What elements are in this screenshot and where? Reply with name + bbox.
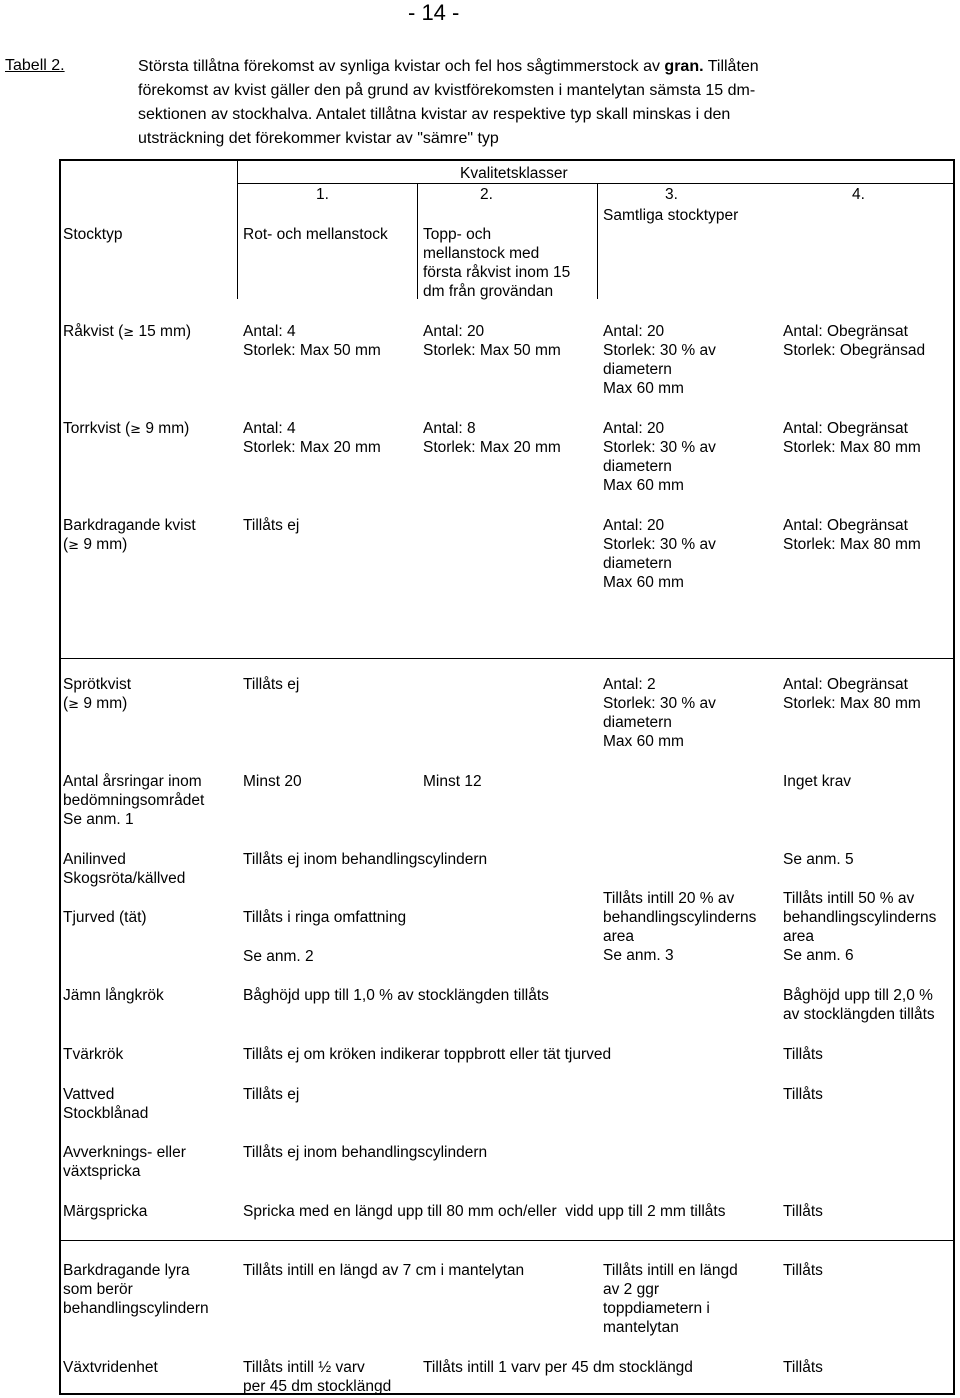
row-label-torrkvist [63, 419, 189, 439]
rakvist-class-3 [603, 322, 716, 398]
row-label-text: bedömningsområdet [63, 792, 205, 809]
arsringar-class-2: Minst 12 [423, 773, 482, 790]
cell-line: Båghöjd upp till 2,0 % [783, 987, 933, 1004]
col-2-heading-line: första råkvist inom 15 [423, 264, 571, 281]
caption-line-1 [138, 55, 953, 79]
ge-symbol: ≥ [68, 697, 80, 712]
cell-line: Storlek: Max 80 mm [783, 695, 921, 712]
barkdragande-class-1-2: Tillåts ej [243, 517, 300, 534]
row-label-rakvist [63, 322, 191, 342]
row-label-text: 9 mm) [79, 536, 128, 553]
cell-line: Tillåts intill ½ varv [243, 1359, 365, 1376]
row-label-tjurved: Tjurved (tät) [63, 909, 147, 926]
col-2-heading-line: mellanstock med [423, 245, 540, 262]
cell-line: Antal: 4 [243, 420, 296, 437]
caption-species: gran. [664, 58, 704, 75]
row-label-text: ( [63, 695, 69, 712]
tjurved-note: Se anm. 2 [243, 948, 314, 965]
cell-line: Tillåts intill 20 % av [603, 890, 735, 907]
cell-line: Storlek: Obegränsad [783, 342, 926, 359]
row-label-text: behandlingscylindern [63, 1300, 209, 1317]
cell-line: Antal: Obegränsat [783, 420, 908, 437]
row-label-barkdragande-kvist [63, 516, 196, 555]
cell-line: diametern [603, 361, 672, 378]
row-label-avverkningsspricka [63, 1143, 186, 1181]
quality-classes-title: Kvalitetsklasser [460, 165, 568, 182]
caption-line-2: förekomst av kvist gäller den på grund av kvistförekomsten i mantelytan sämsta 15 dm- [138, 82, 756, 99]
cell-line: Antal: 20 [423, 323, 485, 340]
rakvist-class-1 [243, 322, 381, 360]
torrkvist-class-2 [423, 419, 561, 457]
cell-line: Storlek: 30 % av [603, 695, 716, 712]
col-2-heading-line: Topp- och [423, 226, 492, 243]
row-label-vaxtvridenhet: Växtvridenhet [63, 1359, 158, 1376]
ge-symbol: ≥ [130, 422, 142, 437]
tjurved-class-4 [783, 889, 936, 965]
cell-line: Storlek: Max 50 mm [423, 342, 561, 359]
row-divider [60, 1240, 954, 1241]
tjurved-class-1-2: Tillåts i ringa omfattning [243, 909, 407, 926]
row-label-jamn-langkrok: Jämn långkrök [63, 987, 164, 1004]
cell-line: Max 60 mm [603, 574, 684, 591]
cell-line: Max 60 mm [603, 477, 684, 494]
cell-line: Storlek: Max 80 mm [783, 439, 921, 456]
cell-line: Antal: 4 [243, 323, 296, 340]
tvarkrok-class-4: Tillåts [783, 1046, 823, 1063]
cell-line: av stocklängden tillåts [783, 1006, 935, 1023]
row-label-text: Vattved [63, 1086, 115, 1103]
ge-symbol: ≥ [68, 538, 80, 553]
caption-line-4: utsträckning det förekommer kvistar av "sämre" typ [138, 130, 499, 147]
ge-symbol: ≥ [123, 325, 135, 340]
arsringar-class-1: Minst 20 [243, 773, 302, 790]
tvarkrok-class-1-3: Tillåts ej om kröken indikerar toppbrott eller tät tjurved [243, 1046, 612, 1063]
vaxtvridenhet-class-1 [243, 1358, 391, 1396]
row-label-text: Torrkvist ( [63, 420, 131, 437]
cell-line: diametern [603, 714, 672, 731]
rakvist-class-4 [783, 322, 925, 360]
class-1-heading: 1. [316, 186, 329, 203]
cell-line: Antal: 20 [603, 517, 665, 534]
row-label-text: 9 mm) [141, 420, 190, 437]
class-4-heading: 4. [852, 186, 865, 203]
table-caption [138, 55, 953, 151]
row-label-text: som berör [63, 1281, 133, 1298]
margspricka-class-4: Tillåts [783, 1203, 823, 1220]
avverkning-class-1-3: Tillåts ej inom behandlingscylindern [243, 1144, 488, 1161]
cell-line: Storlek: Max 20 mm [243, 439, 381, 456]
cell-line: Storlek: Max 50 mm [243, 342, 381, 359]
cell-line: Antal: 2 [603, 676, 656, 693]
header-divider-2 [417, 184, 418, 299]
row-label-text: Se anm. 1 [63, 811, 134, 828]
cell-line: av 2 ggr [603, 1281, 660, 1298]
row-label-text: Råkvist ( [63, 323, 124, 340]
anilinved-class-4: Se anm. 5 [783, 851, 854, 868]
table-label: Tabell 2. [5, 57, 65, 74]
cell-line: Storlek: 30 % av [603, 536, 716, 553]
cell-line: Se anm. 6 [783, 947, 854, 964]
col-1-heading: Rot- och mellanstock [243, 226, 388, 243]
row-label-text: Barkdragande kvist [63, 517, 196, 534]
cell-line: Se anm. 3 [603, 947, 674, 964]
barkdragande-class-3 [603, 516, 716, 592]
row-label-vattved [63, 1085, 148, 1123]
row-label-text: Skogsröta/källved [63, 870, 186, 887]
cell-line: Antal: 20 [603, 323, 665, 340]
cell-line: diametern [603, 555, 672, 572]
cell-line: Storlek: 30 % av [603, 439, 716, 456]
sprotkvist-class-4 [783, 675, 921, 713]
cell-line: Storlek: Max 80 mm [783, 536, 921, 553]
cell-line: Max 60 mm [603, 733, 684, 750]
row-label-margspricka: Märgspricka [63, 1203, 148, 1220]
row-label-arsringar [63, 772, 204, 829]
cell-line: Storlek: Max 20 mm [423, 439, 561, 456]
vattved-class-1-3: Tillåts ej [243, 1086, 300, 1103]
row-label-text: Avverknings- eller [63, 1144, 186, 1161]
sprotkvist-class-1-2: Tillåts ej [243, 676, 300, 693]
vaxtvridenhet-class-2-3: Tillåts intill 1 varv per 45 dm stocklängd [423, 1359, 693, 1376]
col-2-heading [423, 225, 570, 301]
stocktyp-heading: Stocktyp [63, 226, 123, 243]
cell-line: Antal: Obegränsat [783, 323, 908, 340]
page-number: - 14 - [408, 0, 460, 25]
row-label-text: Antal årsringar inom [63, 773, 202, 790]
row-label-text: Stockblånad [63, 1105, 149, 1122]
margspricka-class-1-3: Spricka med en längd upp till 80 mm och/eller vidd upp till 2 mm tillåts [243, 1203, 726, 1220]
vattved-class-4: Tillåts [783, 1086, 823, 1103]
col-2-heading-line: dm från grovändan [423, 283, 554, 300]
cell-line: per 45 dm stocklängd [243, 1378, 392, 1395]
caption-line-1-end: Tillåten [703, 58, 759, 75]
row-label-text: Barkdragande lyra [63, 1262, 190, 1279]
cell-line: diametern [603, 458, 672, 475]
row-label-text: Sprötkvist [63, 676, 132, 693]
lyra-class-1-2: Tillåts intill en längd av 7 cm i mantelytan [243, 1262, 525, 1279]
vaxtvridenhet-class-4: Tillåts [783, 1359, 823, 1376]
cell-line: area [783, 928, 815, 945]
row-label-anilinved [63, 850, 185, 888]
class-2-heading: 2. [480, 186, 493, 203]
row-divider [60, 658, 954, 659]
row-label-text: Anilinved [63, 851, 126, 868]
header-divider-3 [597, 184, 598, 299]
tjurved-class-3 [603, 889, 756, 965]
cell-line: Antal: Obegränsat [783, 517, 908, 534]
lyra-class-3 [603, 1261, 738, 1337]
barkdragande-class-4 [783, 516, 921, 554]
row-label-barkdragande-lyra [63, 1261, 209, 1318]
lyra-class-4: Tillåts [783, 1262, 823, 1279]
cell-line: Antal: 8 [423, 420, 476, 437]
row-label-tvarkrok: Tvärkrök [63, 1046, 124, 1063]
anilinved-class-1-3: Tillåts ej inom behandlingscylindern [243, 851, 488, 868]
arsringar-class-4: Inget krav [783, 773, 852, 790]
cell-line: mantelytan [603, 1319, 679, 1336]
torrkvist-class-4 [783, 419, 921, 457]
cell-line: Antal: Obegränsat [783, 676, 908, 693]
cell-line: toppdiametern i [603, 1300, 710, 1317]
caption-line-1-text: Största tillåtna förekomst av synliga kvistar och fel hos sågtimmerstock av [138, 58, 665, 75]
torrkvist-class-1 [243, 419, 381, 457]
rakvist-class-2 [423, 322, 561, 360]
cell-line: Max 60 mm [603, 380, 684, 397]
class-3-heading: 3. [665, 186, 678, 203]
jamn-class-4 [783, 986, 935, 1024]
cell-line: Tillåts intill en längd [603, 1262, 738, 1279]
cell-line: behandlingscylinderns [783, 909, 937, 926]
row-label-text: 9 mm) [79, 695, 128, 712]
row-label-sprotkvist [63, 675, 131, 714]
header-left-divider [237, 160, 238, 299]
cell-line: Storlek: 30 % av [603, 342, 716, 359]
cell-line: Antal: 20 [603, 420, 665, 437]
row-label-text: ( [63, 536, 69, 553]
col-3-heading: Samtliga stocktyper [603, 207, 739, 224]
sprotkvist-class-3 [603, 675, 716, 751]
header-divider [237, 183, 955, 184]
cell-line: area [603, 928, 635, 945]
row-label-text: 15 mm) [134, 323, 192, 340]
caption-line-3: sektionen av stockhalva. Antalet tillåtna kvistar av respektive typ skall minskas i den [138, 106, 731, 123]
cell-line: behandlingscylinderns [603, 909, 757, 926]
cell-line: Tillåts intill 50 % av [783, 890, 915, 907]
row-label-text: växtspricka [63, 1163, 141, 1180]
torrkvist-class-3 [603, 419, 716, 495]
jamn-class-1-3: Båghöjd upp till 1,0 % av stocklängden tillåts [243, 987, 549, 1004]
